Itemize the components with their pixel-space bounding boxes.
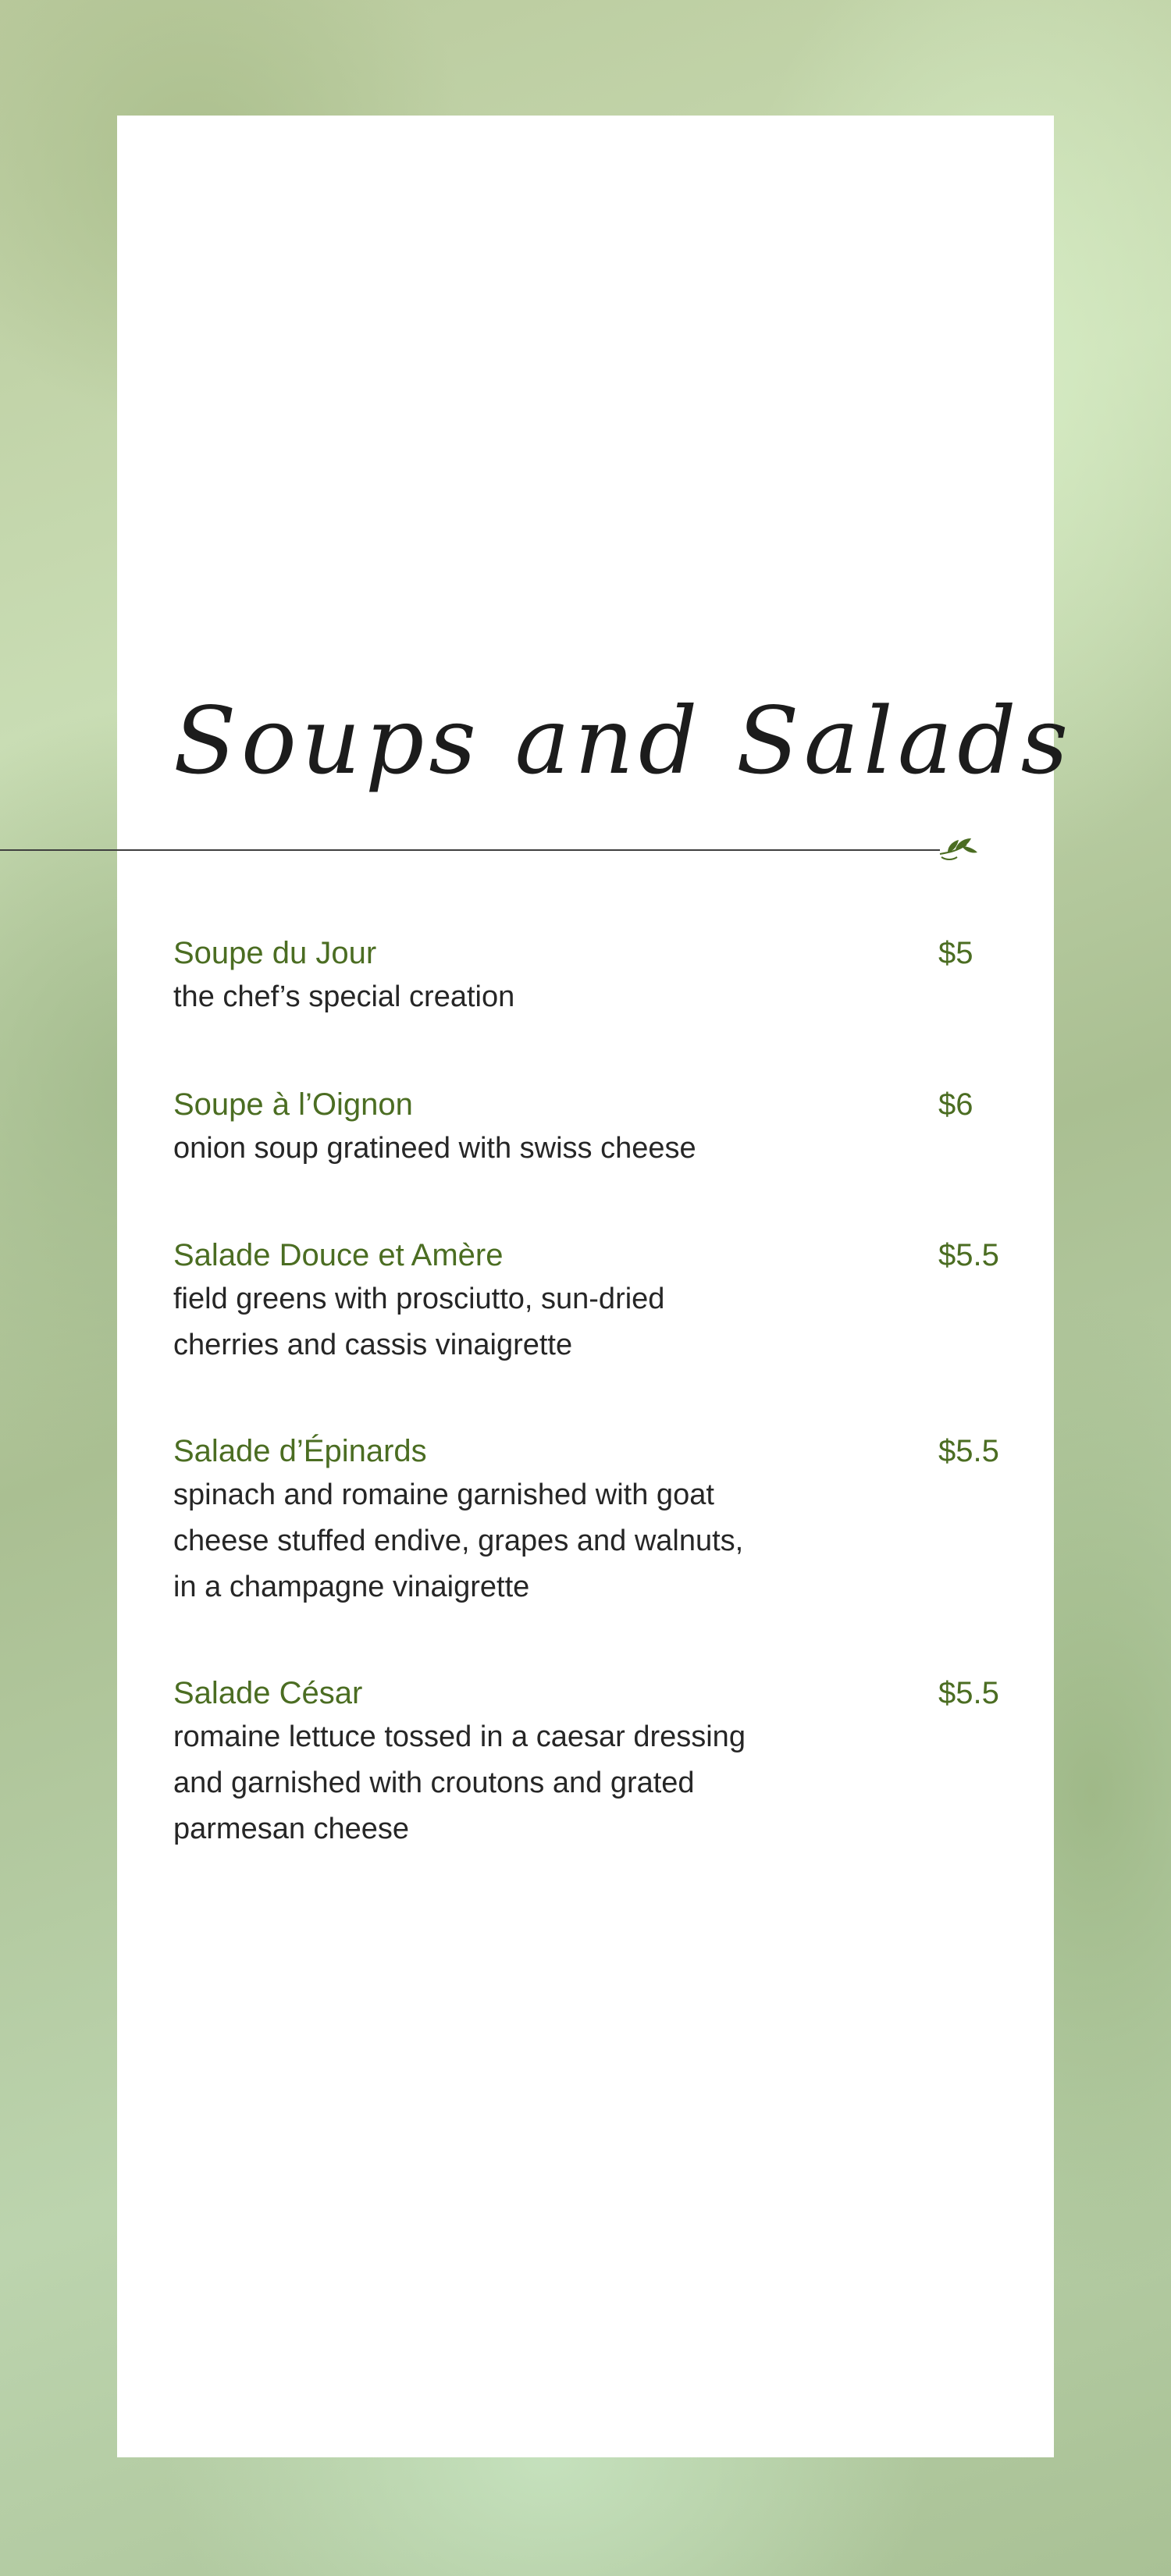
menu-item-soupe-a-loignon <box>173 1083 1001 1172</box>
menu-item-name: Salade César <box>173 1676 363 1710</box>
menu-item-salade-cesar <box>173 1672 1001 1852</box>
description-line: onion soup gratineed with swiss cheese <box>173 1132 696 1165</box>
menu-item-description <box>173 1126 813 1172</box>
menu-item-name: Soupe à l’Oignon <box>173 1087 413 1122</box>
description-line: field greens with prosciutto, sun-dried <box>173 1283 665 1315</box>
description-line: cheese stuffed endive, grapes and walnuts, <box>173 1525 744 1557</box>
description-line: spinach and romaine garnished with goat <box>173 1478 714 1511</box>
description-line: the chef’s special creation <box>173 980 515 1013</box>
description-line: parmesan cheese <box>173 1813 410 1845</box>
menu-item-price: $5.5 <box>938 1238 999 1272</box>
leaf-flourish-icon <box>938 834 979 862</box>
menu-item-price: $5.5 <box>938 1676 999 1710</box>
menu-item-name: Soupe du Jour <box>173 936 377 970</box>
menu-item-salade-depinards <box>173 1430 1001 1610</box>
menu-item-price: $6 <box>938 1087 973 1122</box>
description-line: in a champagne vinaigrette <box>173 1571 530 1603</box>
description-line: cherries and cassis vinaigrette <box>173 1329 573 1361</box>
menu-item-soupe-du-jour <box>173 932 1001 1020</box>
title-divider <box>0 849 940 851</box>
menu-item-salade-douce-et-amere <box>173 1234 1001 1368</box>
menu-item-description <box>173 1276 813 1368</box>
menu-item-name: Salade Douce et Amère <box>173 1238 504 1272</box>
menu-item-name: Salade d’Épinards <box>173 1434 427 1468</box>
page-title: Soups and Salads <box>173 687 1073 795</box>
menu-item-price: $5 <box>938 936 973 970</box>
description-line: romaine lettuce tossed in a caesar dressing <box>173 1720 746 1753</box>
menu-item-description <box>173 974 813 1020</box>
menu-item-description <box>173 1714 813 1852</box>
menu-item-description <box>173 1472 813 1610</box>
menu-item-price: $5.5 <box>938 1434 999 1468</box>
description-line: and garnished with croutons and grated <box>173 1767 695 1799</box>
